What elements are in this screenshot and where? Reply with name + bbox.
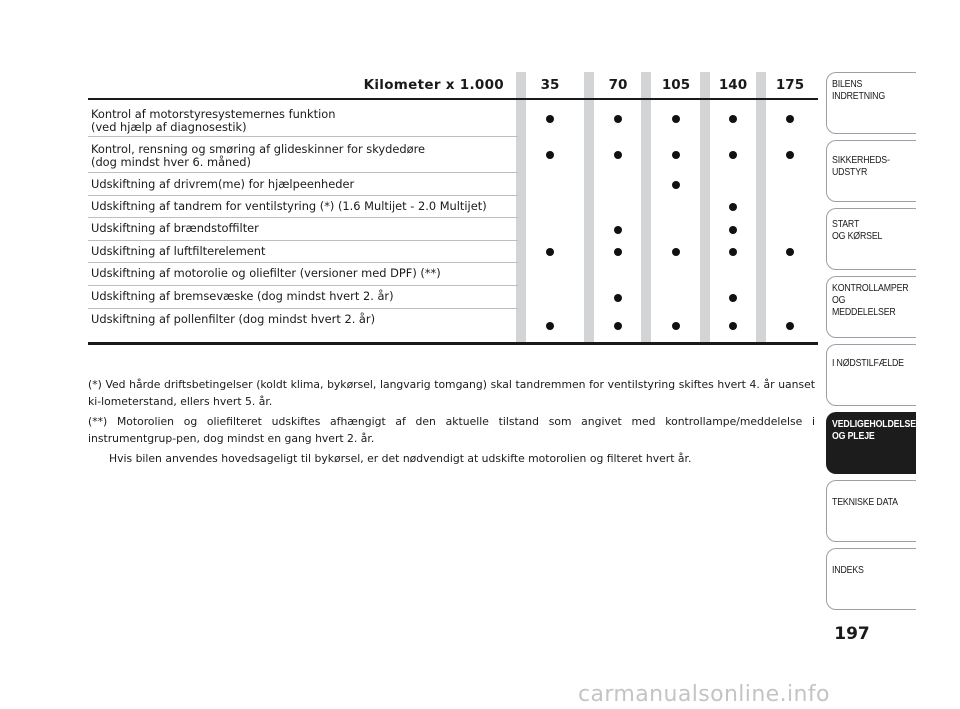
table-bottom-rule bbox=[88, 342, 818, 345]
table-row bbox=[88, 173, 818, 196]
interval-dot bbox=[614, 294, 622, 302]
interval-dot bbox=[729, 248, 737, 256]
interval-dot bbox=[729, 226, 737, 234]
footnote-timing-belt: (*) Ved hårde driftsbetingelser (koldt klima, bykørsel, langvarig tomgang) skal tandremmen for ventilstyring skiftes hvert 4. år uanset ki-lometerstand, ellers hvert 5. år. bbox=[88, 378, 815, 408]
footnotes bbox=[88, 376, 815, 470]
interval-dot bbox=[786, 115, 794, 123]
header-rule bbox=[88, 98, 818, 100]
chapter-tab-label: VEDLIGEHOLDELSE OG PLEJE bbox=[832, 419, 916, 442]
interval-dot bbox=[546, 115, 554, 123]
km-column-header: 140 bbox=[718, 77, 748, 93]
row-label: Kontrol, rensning og smøring af glideskinner for skydedøre (dog mindst hver 6. måned) bbox=[91, 142, 426, 169]
row-label: Udskiftning af tandrem for ventilstyring (*) (1.6 Multijet - 2.0 Multijet) bbox=[91, 199, 487, 213]
table-row bbox=[88, 196, 818, 218]
interval-dot bbox=[672, 181, 680, 189]
table-row bbox=[88, 101, 818, 137]
table-row bbox=[88, 309, 818, 342]
interval-dot bbox=[729, 203, 737, 211]
interval-dot bbox=[786, 248, 794, 256]
interval-dot bbox=[672, 115, 680, 123]
chapter-tab[interactable] bbox=[826, 344, 916, 406]
watermark: carmanualsonline.info bbox=[578, 682, 830, 707]
chapter-tab-label: SIKKERHEDS- UDSTYR bbox=[832, 155, 890, 178]
km-column-header: 70 bbox=[608, 77, 628, 93]
row-label: Udskiftning af drivrem(me) for hjælpeenheder bbox=[91, 177, 355, 191]
city-driving-note: Hvis bilen anvendes hovedsageligt til bykørsel, er det nødvendigt at udskifte motorolien og filteret hvert år. bbox=[109, 452, 692, 465]
row-label: Udskiftning af luftfilterelement bbox=[91, 244, 266, 258]
km-column-header: 175 bbox=[775, 77, 805, 93]
chapter-tab-label: INDEKS bbox=[832, 565, 864, 576]
km-header-label: Kilometer x 1.000 bbox=[363, 77, 504, 93]
interval-dot bbox=[672, 248, 680, 256]
interval-dot bbox=[546, 248, 554, 256]
km-column-header: 35 bbox=[540, 77, 560, 93]
chapter-tab-label: TEKNISKE DATA bbox=[832, 497, 898, 508]
chapter-tab[interactable] bbox=[826, 72, 916, 134]
chapter-tab[interactable] bbox=[826, 208, 916, 270]
row-label: Kontrol af motorstyresystemernes funktion (ved hjælp af diagnosestik) bbox=[91, 107, 336, 134]
interval-dot bbox=[729, 151, 737, 159]
interval-dot bbox=[672, 151, 680, 159]
row-label: Udskiftning af brændstoffilter bbox=[91, 221, 259, 235]
interval-dot bbox=[614, 322, 622, 330]
interval-dot bbox=[672, 322, 680, 330]
interval-dot bbox=[786, 322, 794, 330]
chapter-tab-label: BILENS INDRETNING bbox=[832, 79, 886, 102]
interval-dot bbox=[546, 322, 554, 330]
interval-dot bbox=[729, 115, 737, 123]
chapter-tab[interactable] bbox=[826, 276, 916, 338]
table-row bbox=[88, 137, 818, 173]
chapter-tab[interactable] bbox=[826, 412, 916, 474]
table-row bbox=[88, 218, 818, 241]
table-row bbox=[88, 286, 818, 309]
km-column-header: 105 bbox=[661, 77, 691, 93]
chapter-tab-label: START OG KØRSEL bbox=[832, 219, 883, 242]
chapter-tab[interactable] bbox=[826, 140, 916, 202]
interval-dot bbox=[729, 294, 737, 302]
maintenance-schedule-table bbox=[88, 72, 818, 345]
interval-dot bbox=[614, 248, 622, 256]
row-label: Udskiftning af pollenfilter (dog mindst hvert 2. år) bbox=[91, 312, 376, 326]
interval-dot bbox=[786, 151, 794, 159]
interval-dot bbox=[729, 322, 737, 330]
row-label: Udskiftning af motorolie og oliefilter (versioner med DPF) (**) bbox=[91, 266, 441, 280]
interval-dot bbox=[546, 151, 554, 159]
chapter-tab[interactable] bbox=[826, 480, 916, 542]
page-number: 197 bbox=[834, 624, 870, 644]
interval-dot bbox=[614, 115, 622, 123]
row-label: Udskiftning af bremsevæske (dog mindst hvert 2. år) bbox=[91, 289, 394, 303]
interval-dot bbox=[614, 151, 622, 159]
chapter-tab-label: KONTROLLAMPER OG MEDDELELSER bbox=[832, 283, 909, 318]
footnote-oil: (**) Motorolien og oliefilteret udskiftes afhængigt af den aktuelle tilstand som angivet med kontrollampe/meddelelse i instrumentgrup-pen, dog mindst en gang hvert 2. år. bbox=[88, 415, 815, 445]
table-row bbox=[88, 263, 818, 286]
table-row bbox=[88, 241, 818, 263]
chapter-tab-label: I NØDSTILFÆLDE bbox=[832, 358, 904, 369]
interval-dot bbox=[614, 226, 622, 234]
chapter-tab[interactable] bbox=[826, 548, 916, 610]
